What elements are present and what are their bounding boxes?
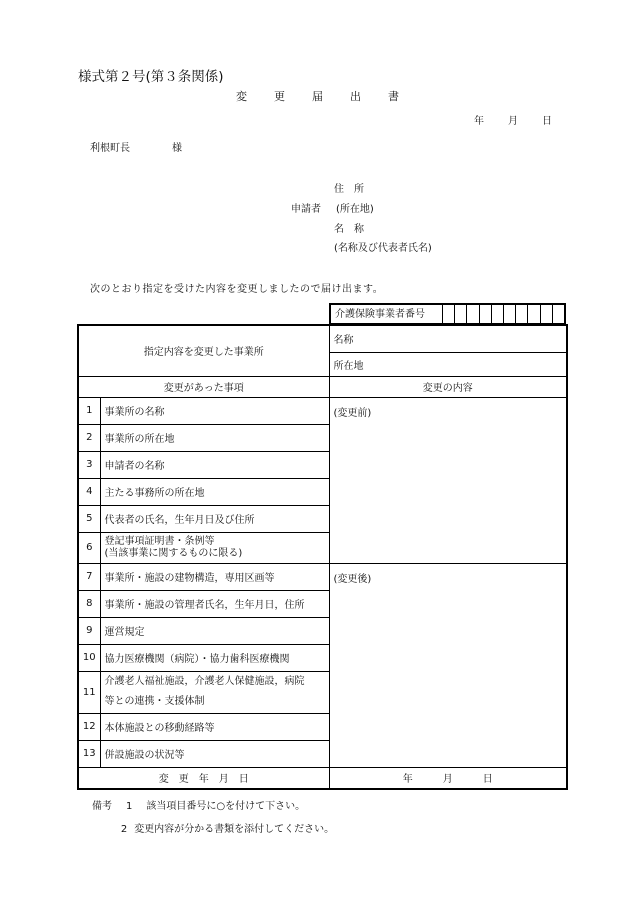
item-text[interactable]: 事業所・施設の建物構造，専用区画等 bbox=[100, 563, 329, 590]
note-2 bbox=[117, 820, 334, 835]
item-text[interactable] bbox=[100, 532, 329, 563]
provider-number-cell[interactable] bbox=[528, 305, 540, 323]
item-number: 1 bbox=[78, 397, 100, 424]
item-text[interactable]: 運営規定 bbox=[100, 617, 329, 644]
item-text[interactable]: 事業所・施設の管理者氏名，生年月日，住所 bbox=[100, 590, 329, 617]
date-day: 日 bbox=[542, 116, 552, 127]
item-text-line1: 介護老人福祉施設，介護老人保健施設，病院 bbox=[104, 676, 305, 687]
note-number: 2 bbox=[120, 824, 128, 835]
note-1 bbox=[92, 797, 305, 812]
applicant-name-sub: (名称及び代表者氏名) bbox=[334, 243, 432, 254]
item-text[interactable]: 主たる事務所の所在地 bbox=[100, 478, 329, 505]
title-char: 更 bbox=[274, 90, 286, 103]
note-text: 該当項目番号に○を付けて下さい。 bbox=[146, 801, 306, 812]
form-title bbox=[236, 88, 426, 104]
change-date-label: 変 更 年 月 日 bbox=[78, 767, 329, 789]
item-text-line2: 等との連携・支援体制 bbox=[104, 696, 205, 707]
provider-number-cell[interactable] bbox=[492, 305, 504, 323]
item-text-line1: 登記事項証明書・条例等 bbox=[104, 535, 215, 547]
item-number: 9 bbox=[78, 617, 100, 644]
item-number: 3 bbox=[78, 451, 100, 478]
item-number: 13 bbox=[78, 740, 100, 767]
content-header: 変更の内容 bbox=[329, 376, 567, 397]
intro-text: 次のとおり指定を受けた内容を変更しましたので届け出ます。 bbox=[90, 284, 384, 295]
applicant-label: 申請者 bbox=[291, 204, 321, 215]
item-number: 11 bbox=[78, 671, 100, 713]
office-name-label[interactable]: 名称 bbox=[329, 325, 567, 352]
provider-number-cell[interactable] bbox=[455, 305, 467, 323]
item-number: 12 bbox=[78, 713, 100, 740]
applicant-name-label: 名 称 bbox=[334, 224, 364, 235]
before-label: (変更前) bbox=[333, 407, 372, 419]
item-text[interactable]: 協力医療機関（病院）・協力歯科医療機関 bbox=[100, 644, 329, 671]
provider-number-label: 介護保険事業者番号 bbox=[331, 305, 443, 323]
item-number: 8 bbox=[78, 590, 100, 617]
item-number: 6 bbox=[78, 532, 100, 563]
date-month: 月 bbox=[508, 116, 518, 127]
addressee-honorific: 様 bbox=[172, 143, 182, 154]
notes-label: 備考 bbox=[92, 801, 112, 812]
addressee bbox=[90, 139, 182, 154]
item-number: 10 bbox=[78, 644, 100, 671]
content-after[interactable] bbox=[329, 563, 567, 767]
applicant-address-label: 住 所 bbox=[334, 184, 364, 195]
change-form-table bbox=[77, 324, 568, 790]
item-text[interactable]: 申請者の名称 bbox=[100, 451, 329, 478]
provider-number-cell[interactable] bbox=[553, 305, 564, 323]
change-date-value[interactable]: 年 月 日 bbox=[329, 767, 567, 789]
provider-number-cell[interactable] bbox=[443, 305, 455, 323]
item-text[interactable]: 本体施設との移動経路等 bbox=[100, 713, 329, 740]
item-number: 7 bbox=[78, 563, 100, 590]
note-text: 変更内容が分かる書類を添付してください。 bbox=[134, 824, 335, 835]
form-number: 様式第２号(第３条関係) bbox=[78, 69, 224, 85]
item-text[interactable]: 代表者の氏名，生年月日及び住所 bbox=[100, 505, 329, 532]
content-before[interactable] bbox=[329, 397, 567, 563]
item-text[interactable]: 事業所の所在地 bbox=[100, 424, 329, 451]
office-header: 指定内容を変更した事業所 bbox=[78, 325, 329, 376]
provider-number-box bbox=[329, 303, 566, 324]
item-number: 4 bbox=[78, 478, 100, 505]
addressee-name: 利根町長 bbox=[90, 143, 130, 154]
title-char: 出 bbox=[350, 90, 362, 103]
item-text[interactable]: 併設施設の状況等 bbox=[100, 740, 329, 767]
submission-date bbox=[474, 112, 576, 127]
office-address-label[interactable]: 所在地 bbox=[329, 352, 567, 376]
note-number: 1 bbox=[126, 801, 133, 812]
provider-number-cell[interactable] bbox=[516, 305, 528, 323]
provider-number-cell[interactable] bbox=[480, 305, 492, 323]
items-header: 変更があった事項 bbox=[78, 376, 329, 397]
date-year: 年 bbox=[474, 116, 484, 127]
after-label: (変更後) bbox=[333, 573, 372, 585]
title-char: 届 bbox=[312, 90, 324, 103]
provider-number-cell[interactable] bbox=[504, 305, 516, 323]
title-char: 書 bbox=[388, 90, 400, 103]
item-number: 5 bbox=[78, 505, 100, 532]
provider-number-cell[interactable] bbox=[467, 305, 479, 323]
title-char: 変 bbox=[236, 90, 248, 103]
applicant-address-sub: (所在地) bbox=[336, 204, 374, 215]
item-text[interactable]: 事業所の名称 bbox=[100, 397, 329, 424]
provider-number-cell[interactable] bbox=[541, 305, 553, 323]
item-text[interactable] bbox=[100, 671, 329, 713]
item-number: 2 bbox=[78, 424, 100, 451]
item-text-line2: (当該事業に関するものに限る) bbox=[104, 547, 243, 559]
